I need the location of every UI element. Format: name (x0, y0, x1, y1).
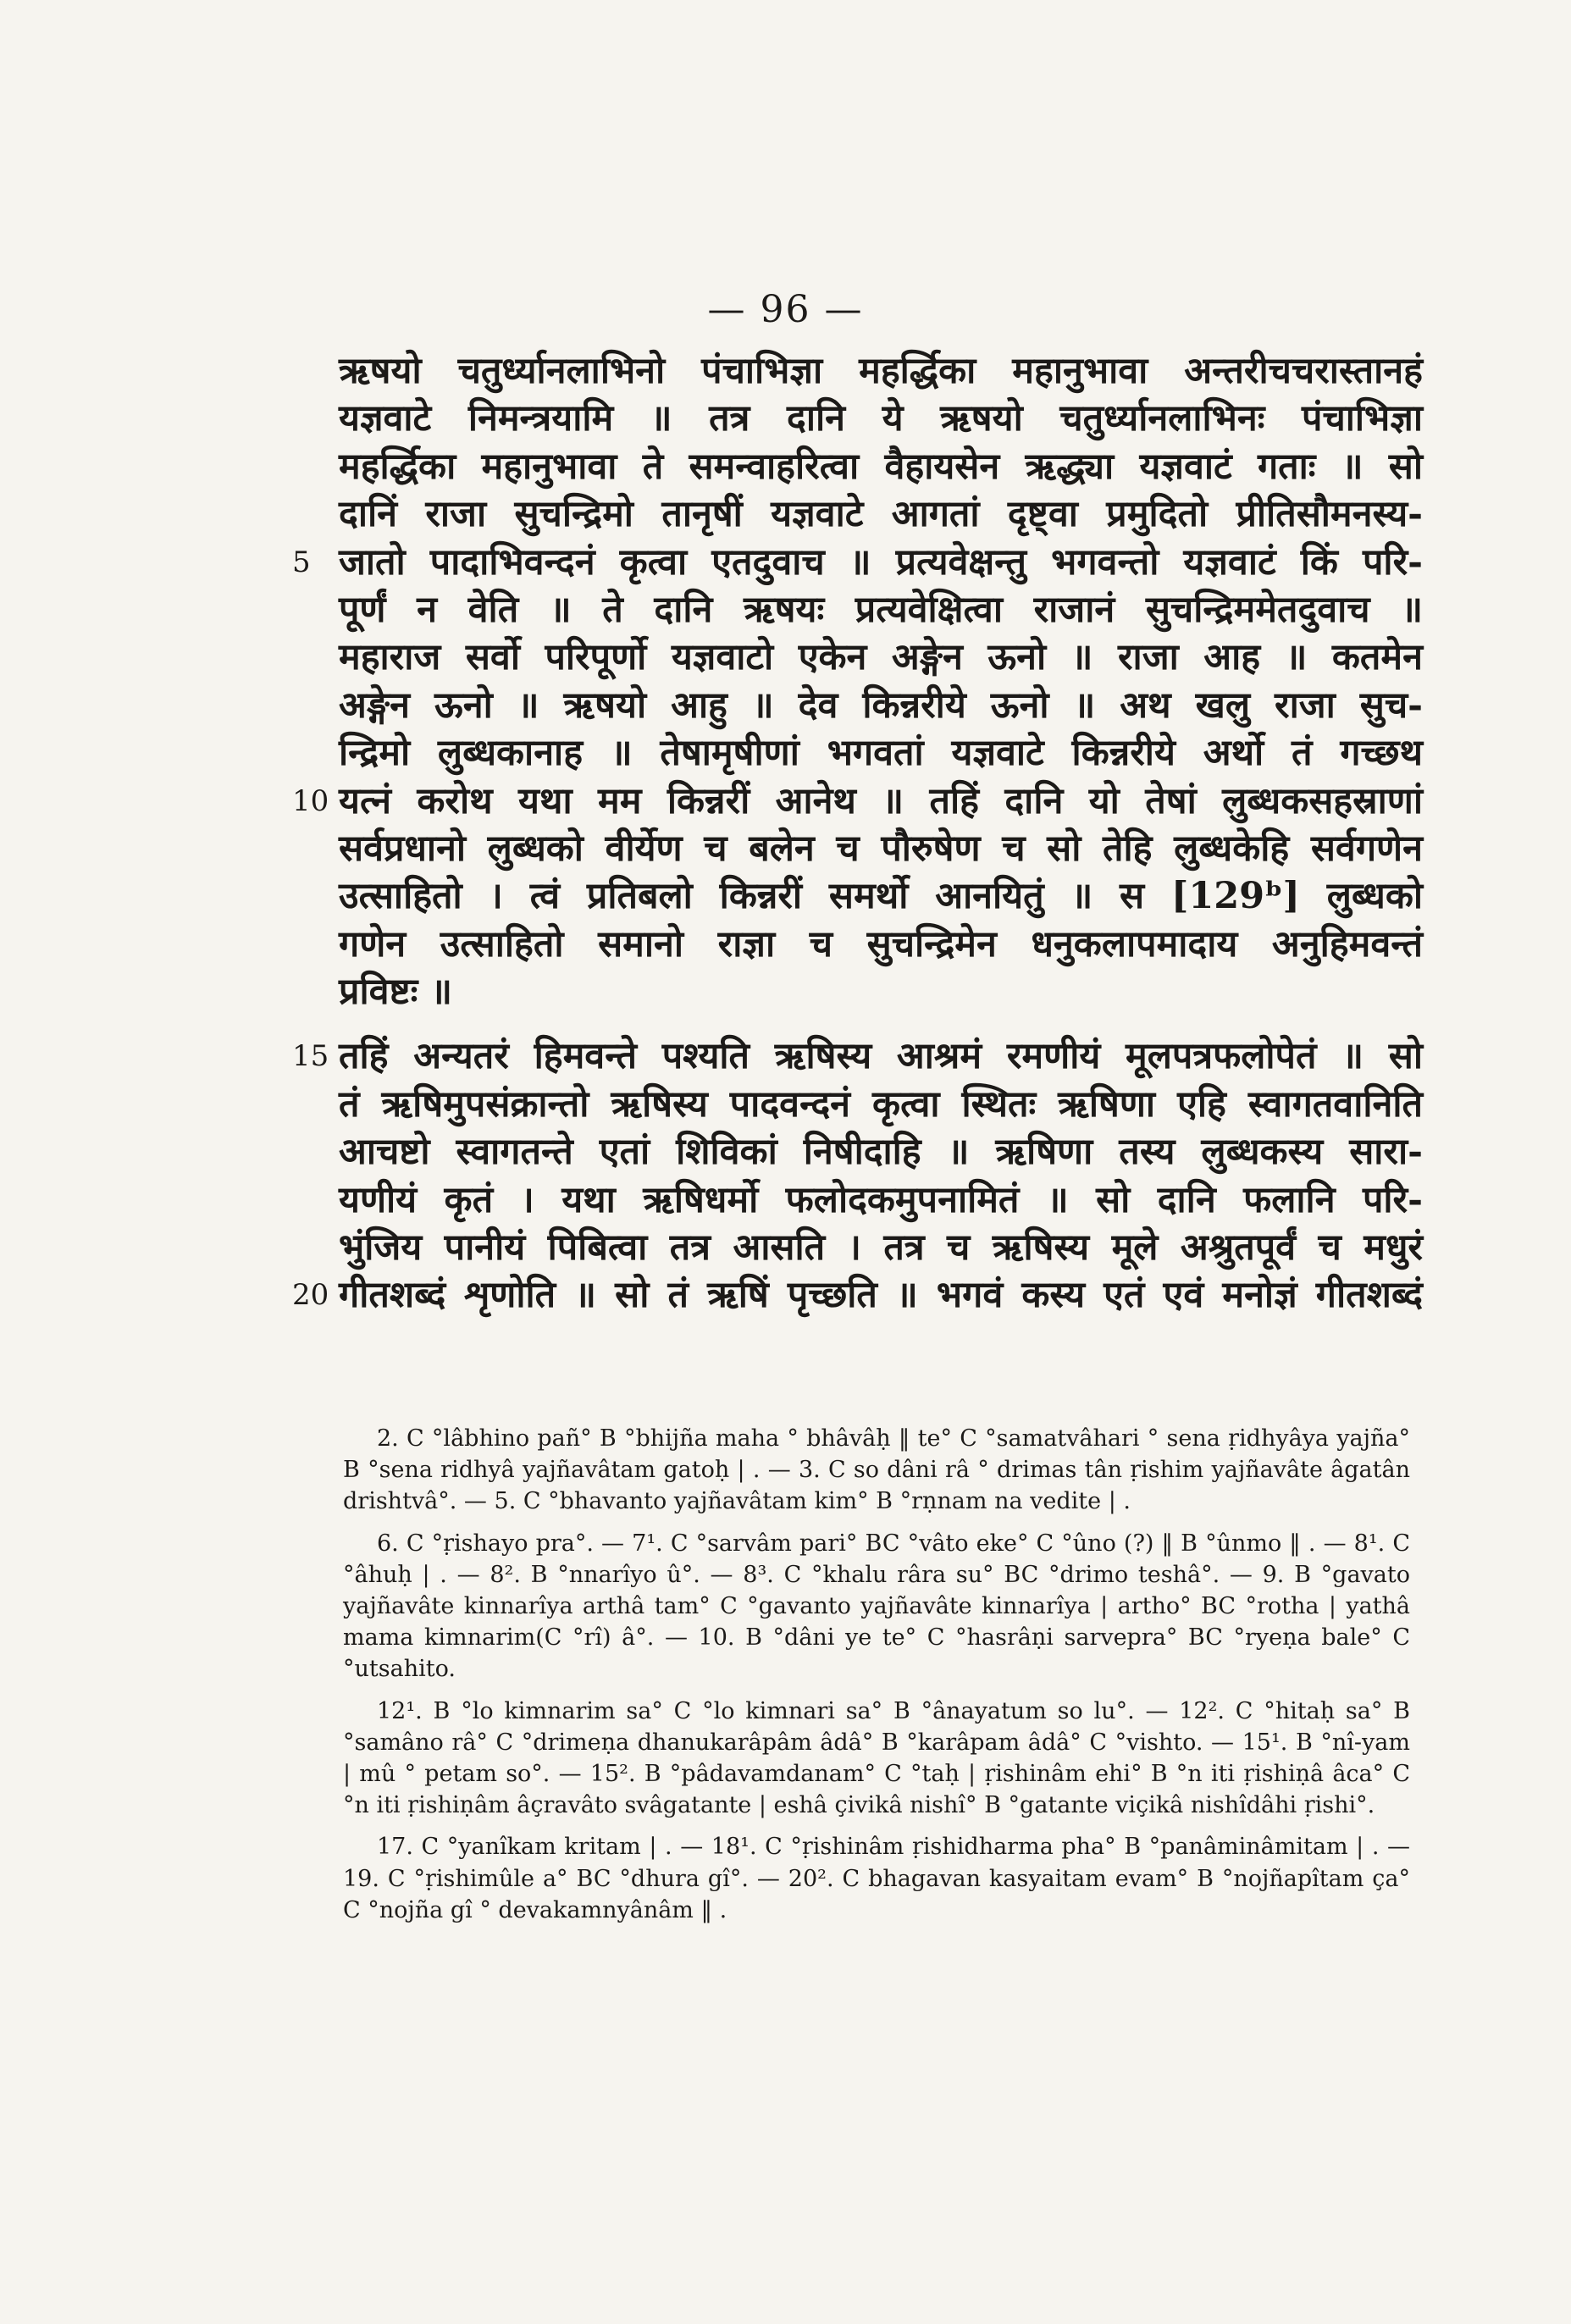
footnote-paragraph: 17. C °yanîkam kritam | . — 18¹. C °ṛishinâm ṛishidharma pha° B °panâminâmitam | . — 19. C °ṛishimûle a° BC °dhura gî°. — 20². C bhagavan kasyaitam evam° B °nojñapîtam ça° C °nojña gî ° devakamnyânâm ‖ . (343, 1834, 1410, 1923)
text-line (339, 729, 1423, 777)
line-text: महर्द्धिका महानुभावा ते समन्वाहरित्वा वैहायसेन ऋद्ध्या यज्ञवाटं गताः ॥ सो (339, 445, 1423, 488)
line-text: जातो पादाभिवन्दनं कृत्वा एतदुवाच ॥ प्रत्यवेक्षन्तु भगवन्तो यज्ञवाटं किं परि- (339, 540, 1423, 584)
footnote-paragraph: 2. C °lâbhino pañ° B °bhijña maha ° bhâvâḥ ‖ te° C °samatvâhari ° sena ṛidhyâya yajña° B °sena ridhyâ yajñavâtam gatoḥ | . — 3. C so dâni râ ° drimas tân ṛishim yajñavâte âgatân drishtvâ°. — 5. C °bhavanto yajñavâtam kim° B °rṇnam na vedite | . (343, 1425, 1410, 1515)
line-text: गीतशब्दं शृणोति ॥ सो तं ऋषिं पृच्छति ॥ भगवं कस्य एतं एवं मनोज्ञं गीतशब्दं (339, 1274, 1423, 1317)
text-line (339, 921, 1423, 968)
text-line (339, 1081, 1423, 1128)
line-text: महाराज सर्वो परिपूर्णो यज्ञवाटो एकेन अङ्गेन ऊनो ॥ राजा आह ॥ कतमेन (339, 636, 1423, 679)
line-text: अङ्गेन ऊनो ॥ ऋषयो आहु ॥ देव किन्नरीये ऊनो ॥ अथ खलु राजा सुच- (339, 683, 1423, 727)
line-text: सर्वप्रधानो लुब्धको वीर्येण च बलेन च पौरुषेण च सो तेहि लुब्धकेहि सर्वगणेन (339, 827, 1423, 870)
line-text: भुंजिय पानीयं पिबित्वा तत्र आसति । तत्र च ऋषिस्य मूले अश्रुतपूर्वं च मधुरं (339, 1226, 1423, 1270)
text-line (339, 682, 1423, 729)
line-text: गणेन उत्साहितो समानो राज्ञा च सुचन्द्रिमेन धनुकलापमादाय अनुहिमवन्तं (339, 922, 1423, 966)
line-text: तं ऋषिमुपसंक्रान्तो ऋषिस्य पादवन्दनं कृत्वा स्थितः ऋषिणा एहि स्वागतवानिति (339, 1082, 1423, 1126)
text-line (292, 539, 1423, 586)
footnote-paragraph: 6. C °ṛishayo pra°. — 7¹. C °sarvâm pari° BC °vâto eke° C °ûno (?) ‖ B °ûnmo ‖ . — 8¹. C °âhuḥ | . — 8². B °nnarîyo û°. — 8³. C °khalu râra su° BC °drimo teshâ°. — 9. B °gavato yajñavâte kinnarîya arthâ tam° C °gavanto yajñavâte kinnarîya | artho° BC °rotha | yathâ mama kimnarim(C °rî) â°. — 10. B °dâni ye te° C °hasrâṇi sarvepra° BC °ryeṇa bale° C °utsahito. (343, 1530, 1410, 1683)
line-text: प्रविष्टः ॥ (339, 971, 453, 1014)
line-number: 10 (292, 783, 329, 818)
text-line (339, 490, 1423, 538)
line-number: 20 (292, 1278, 329, 1313)
line-text: पूर्णं न वेति ॥ ते दानि ऋषयः प्रत्यवेक्षित्वा राजानं सुचन्द्रिममेतदुवाच ॥ (339, 588, 1423, 631)
line-text: उत्साहितो । त्वं प्रतिबलो किन्नरीं समर्थो आनयितुं ॥ स [129ᵇ] लुब्धको (339, 875, 1423, 918)
text-line (292, 1271, 1423, 1319)
line-text: दानिं राजा सुचन्द्रिमो तानृषीं यज्ञवाटे आगतां दृष्ट्वा प्रमुदितो प्रीतिसौमनस्य- (339, 493, 1423, 536)
text-line (339, 395, 1423, 442)
text-line (339, 443, 1423, 490)
line-number: 5 (292, 545, 311, 579)
text-line (339, 586, 1423, 634)
line-text: यज्ञवाटे निमन्त्रयामि ॥ तत्र दानि ये ऋषयो चतुर्ध्यानलाभिनः पंचाभिज्ञा (339, 397, 1423, 440)
text-line (339, 1176, 1423, 1224)
page-number: — 96 — (707, 288, 864, 331)
line-text: आचष्टो स्वागतन्ते एतां शिविकां निषीदाहि ॥ ऋषिणा तस्य लुब्धकस्य सारा- (339, 1131, 1423, 1174)
paragraph-gap (339, 1015, 1423, 1032)
text-line (339, 1224, 1423, 1271)
text-line (339, 347, 1423, 395)
line-number: 15 (292, 1039, 329, 1074)
text-line (339, 968, 1423, 1015)
footnotes-block (343, 1423, 1410, 1936)
line-text: यत्नं करोथ यथा मम किन्नरीं आनेथ ॥ तहिं दानि यो तेषां लुब्धकसहस्राणां (339, 779, 1423, 822)
text-line (339, 1128, 1423, 1176)
line-text: यणीयं कृतं । यथा ऋषिधर्मो फलोदकमुपनामितं ॥ सो दानि फलानि परि- (339, 1178, 1423, 1221)
line-text: तहिं अन्यतरं हिमवन्ते पश्यति ऋषिस्य आश्रमं रमणीयं मूलपत्रफलोपेतं ॥ सो (339, 1035, 1423, 1078)
text-line (339, 825, 1423, 872)
main-text-block (292, 347, 1423, 1320)
line-text: न्द्रिमो लुब्धकानाह ॥ तेषामृषीणां भगवतां यज्ञवाटे किन्नरीये अर्थो तं गच्छथ (339, 732, 1423, 775)
text-line (292, 777, 1423, 825)
text-line (339, 872, 1423, 920)
footnote-paragraph: 12¹. B °lo kimnarim sa° C °lo kimnari sa° B °ânayatum so lu°. — 12². C °hitaḥ sa° B °samâno râ° C °drimeṇa dhanukarâpâm âdâ° B °karâpam âdâ° C °vishto. — 15¹. B °nî-yam | mû ° petam so°. — 15². B °pâdavamdanam° C °taḥ | ṛishinâm ehi° B °n iti ṛishiṇâ âca° C °n iti ṛishiṇâm âçravâto svâgatante | eshâ çivikâ nishî° B °gatante viçikâ nishîdâhi ṛishi°. (343, 1697, 1410, 1819)
text-line (339, 634, 1423, 681)
text-line (292, 1032, 1423, 1080)
line-text: ऋषयो चतुर्ध्यानलाभिनो पंचाभिज्ञा महर्द्धिका महानुभावा अन्तरीचचरास्तानहं (339, 350, 1423, 392)
